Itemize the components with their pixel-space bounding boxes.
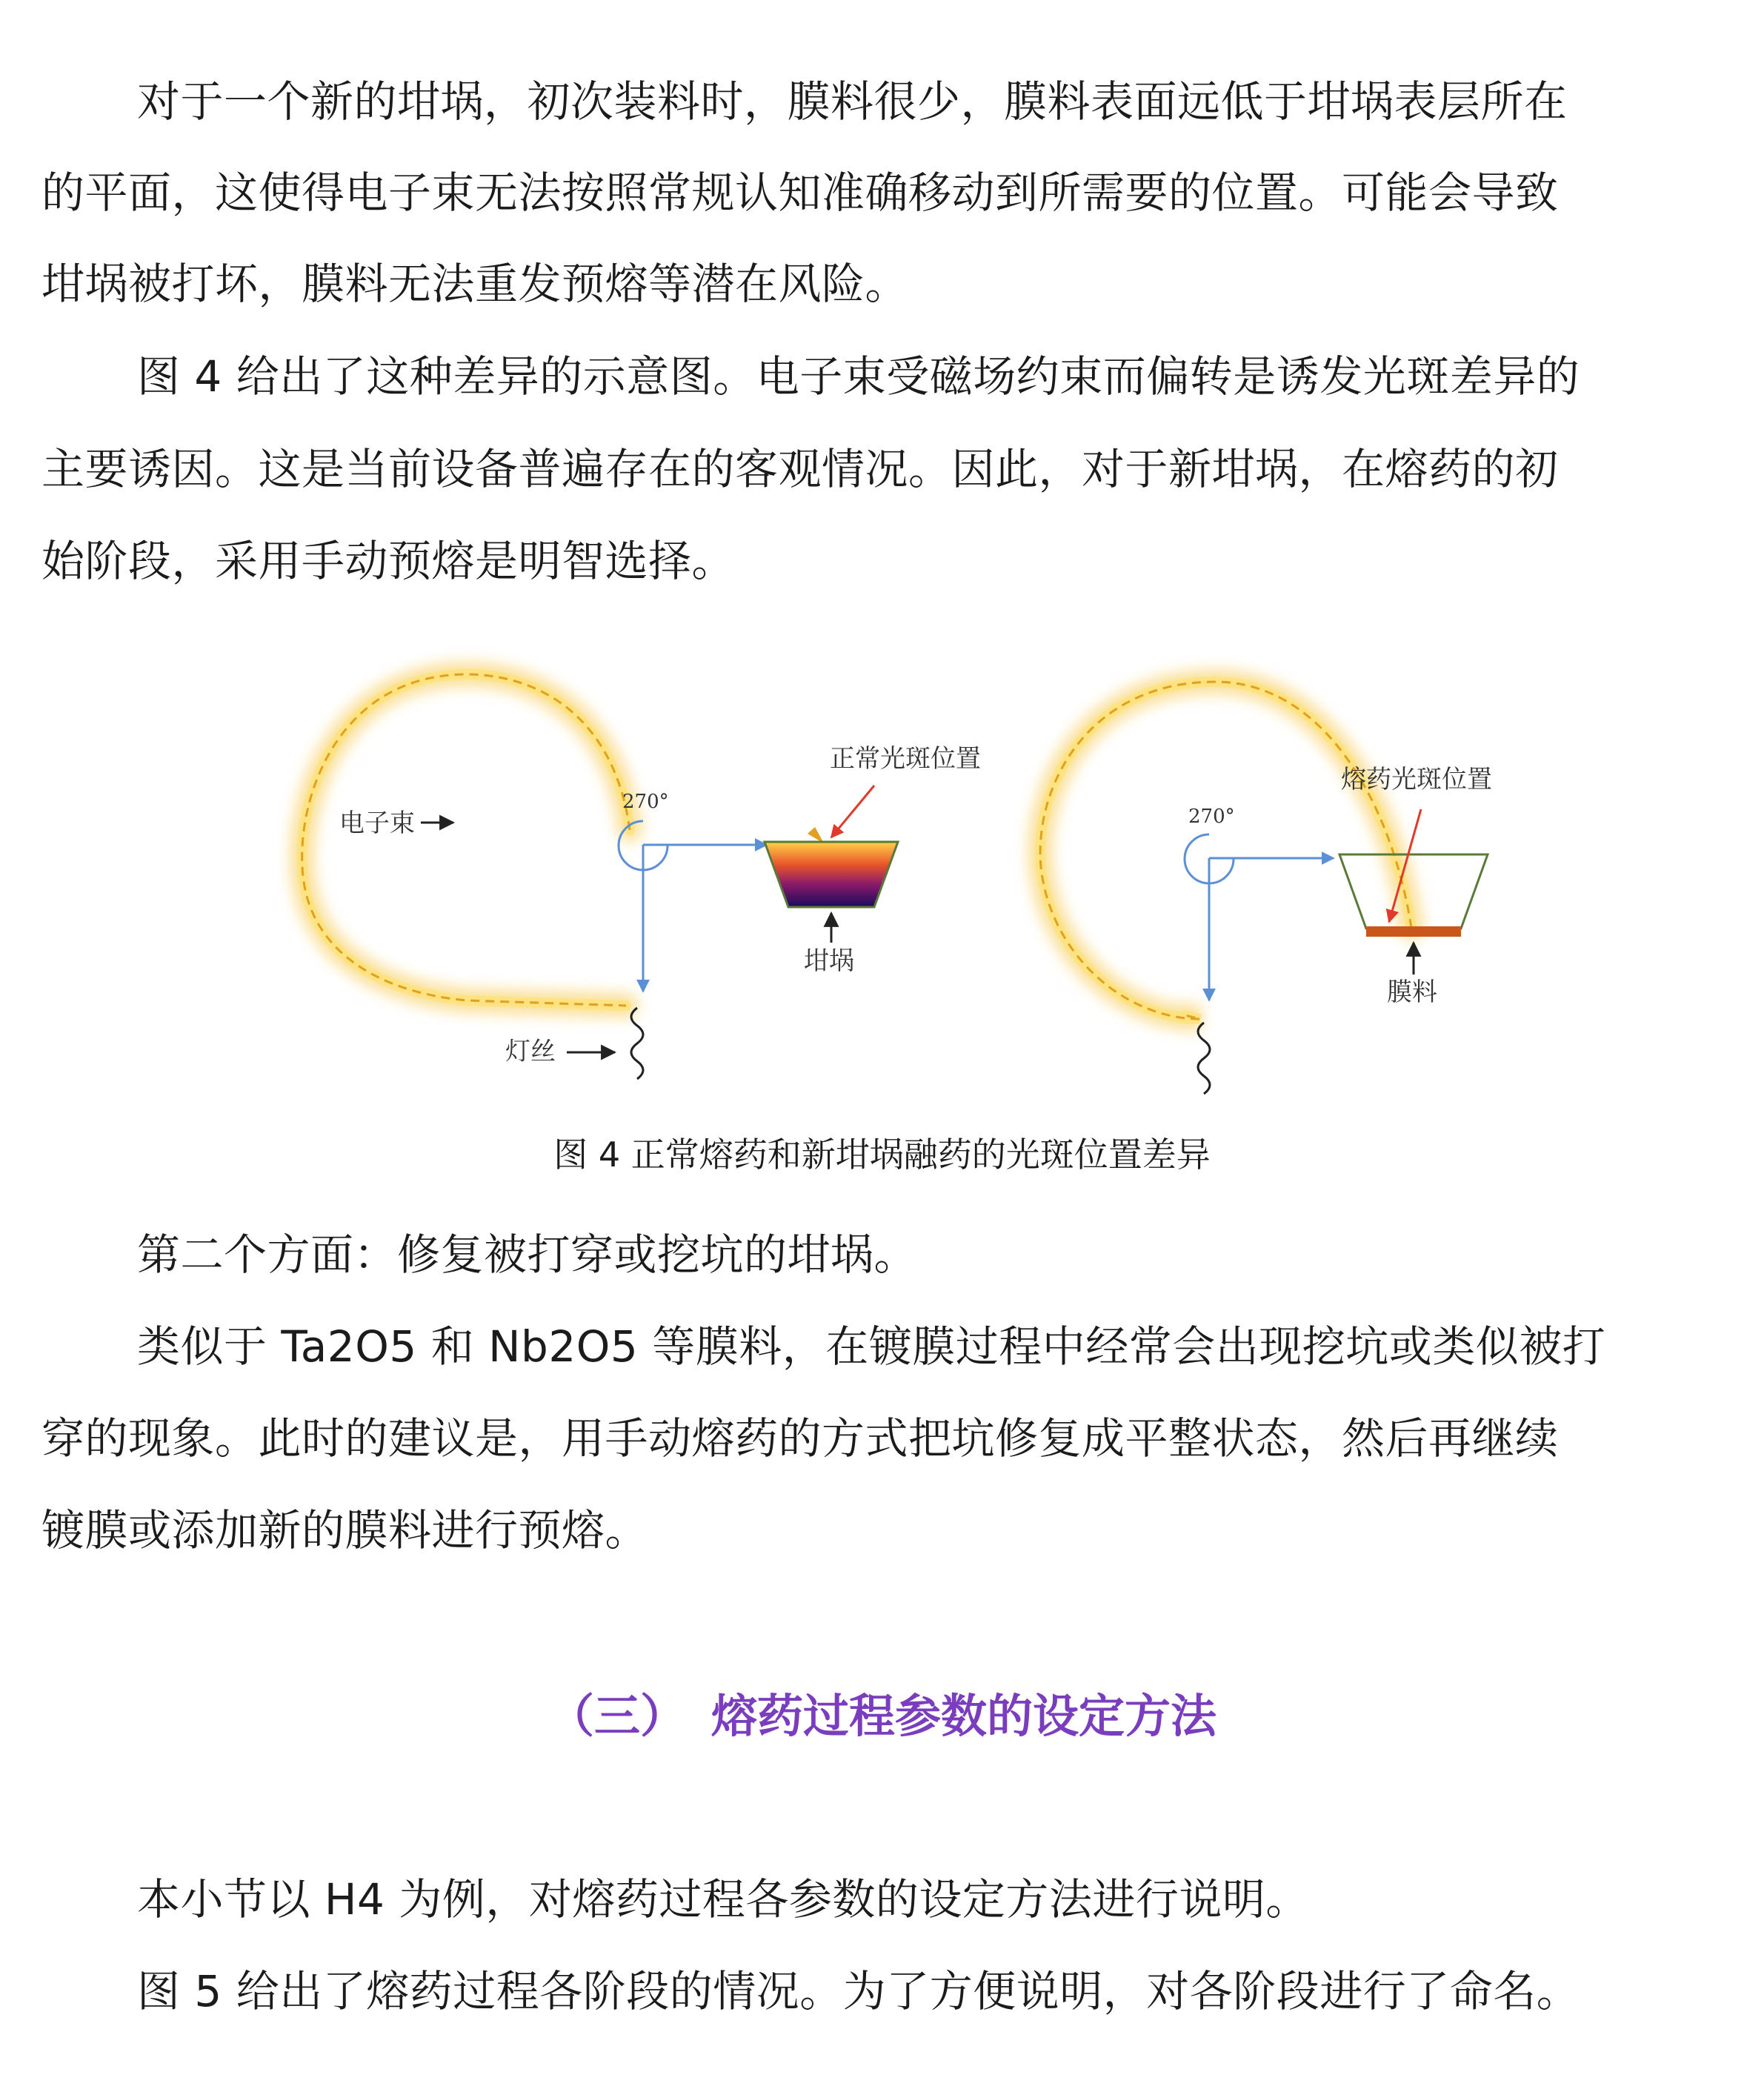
figure-4 — [0, 637, 1764, 1112]
text-line: 主要诱因。这是当前设备普遍存在的客观情况。因此，对于新坩埚，在熔药的初 — [41, 444, 1559, 494]
filament — [631, 1008, 643, 1079]
figure-4-diagram — [0, 637, 1764, 1112]
spot-pointer-arrow — [831, 786, 874, 837]
angle-label: 270° — [1188, 806, 1235, 828]
text-line: 的平面，这使得电子束无法按照常规认知准确移动到所需要的位置。可能会导致 — [41, 167, 1559, 218]
text-line: 类似于 Ta2O5 和 Nb2O5 等膜料，在镀膜过程中经常会出现挖坑或类似被打 — [137, 1321, 1606, 1372]
material-label: 膜料 — [1387, 977, 1437, 1007]
electron-beam-label: 电子束 — [339, 809, 415, 838]
angle-label: 270° — [622, 791, 669, 813]
text-line: 图 4 给出了这种差异的示意图。电子束受磁场约束而偏转是诱发光斑差异的 — [137, 351, 1580, 402]
text-line: 图 5 给出了熔药过程各阶段的情况。为了方便说明，对各阶段进行了命名。 — [137, 1966, 1580, 2016]
spot-label: 熔药光斑位置 — [1341, 765, 1492, 794]
electron-beam-glow — [1040, 682, 1411, 1019]
right-panel — [1040, 682, 1492, 1094]
section-number: （三） — [548, 1689, 687, 1743]
text-line: 穿的现象。此时的建议是，用手动熔药的方式把坑修复成平整状态，然后再继续 — [41, 1413, 1559, 1464]
crucible — [765, 842, 898, 907]
figure-caption: 图 4 正常熔药和新坩埚融药的光斑位置差异 — [553, 1135, 1211, 1175]
filament — [1198, 1023, 1210, 1094]
section-title: 熔药过程参数的设定方法 — [711, 1689, 1217, 1743]
material-layer — [1366, 926, 1461, 937]
text-line: 始阶段，采用手动预熔是明智选择。 — [41, 536, 736, 586]
crucible-label: 坩埚 — [804, 946, 854, 976]
left-panel — [302, 674, 981, 1079]
filament-label: 灯丝 — [505, 1037, 556, 1066]
spot-label: 正常光斑位置 — [830, 744, 981, 774]
text-line: 镀膜或添加新的膜料进行预熔。 — [41, 1505, 649, 1556]
text-line: 本小节以 H4 为例，对熔药过程各参数的设定方法进行说明。 — [137, 1874, 1309, 1925]
text-line: 对于一个新的坩埚，初次装料时，膜料很少，膜料表面远低于坩埚表层所在 — [137, 76, 1568, 127]
text-line: 坩埚被打坏，膜料无法重发预熔等潜在风险。 — [41, 259, 909, 309]
text-line: 第二个方面：修复被打穿或挖坑的坩埚。 — [137, 1229, 918, 1280]
